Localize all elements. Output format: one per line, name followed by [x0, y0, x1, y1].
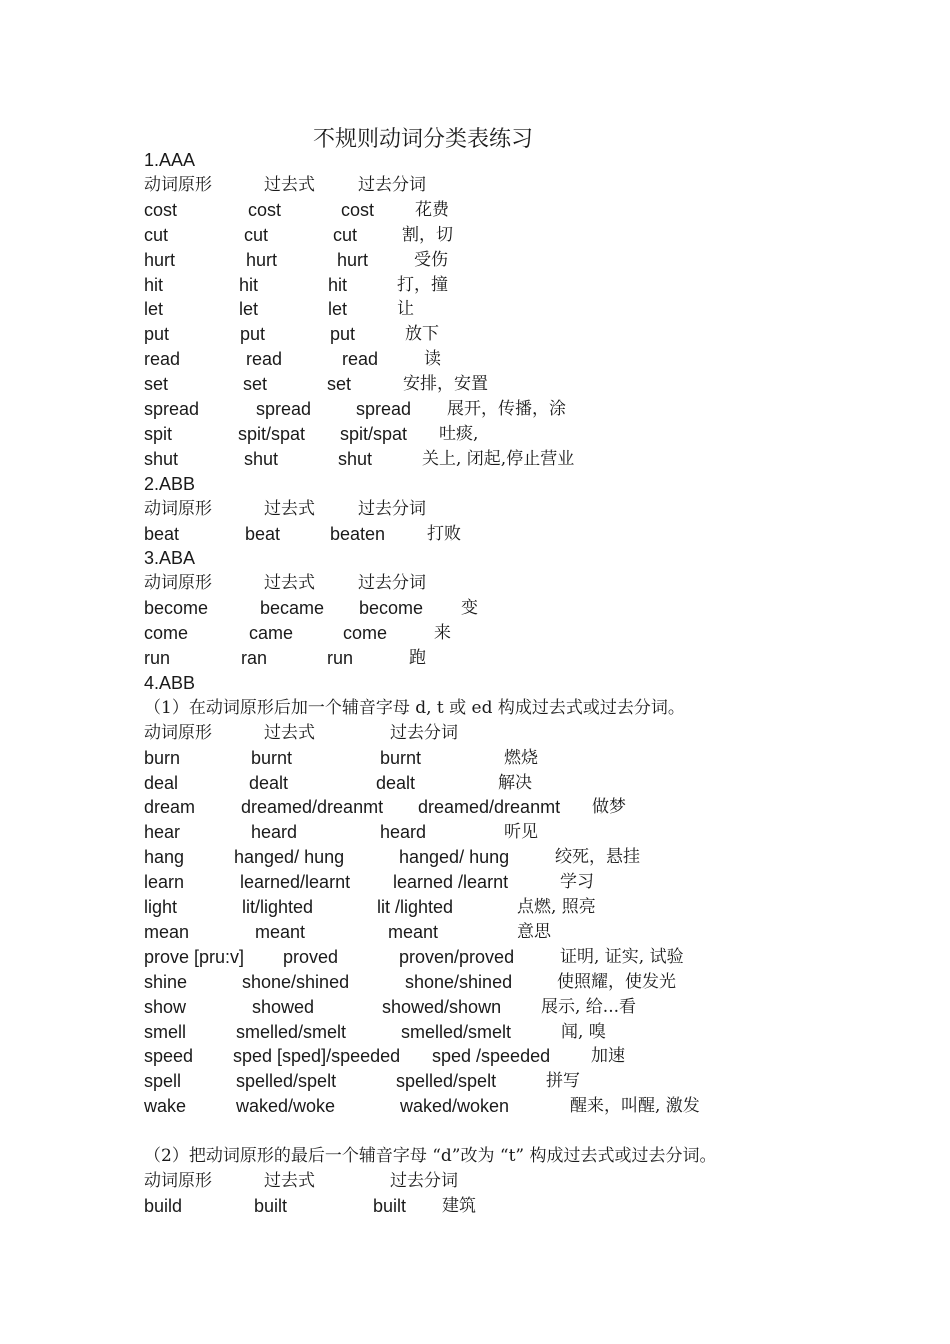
- verb-base-form: burn: [144, 747, 181, 768]
- rule-note: [0, 696, 950, 721]
- verb-past-tense: hurt: [246, 249, 278, 270]
- verb-meaning: 受伤: [414, 249, 448, 270]
- verb-past-participle: put: [330, 324, 356, 345]
- verb-meaning: 醒来，叫醒, 激发: [570, 1096, 700, 1117]
- section-heading: [0, 148, 950, 173]
- verb-meaning: 关上, 闭起,停止营业: [422, 448, 575, 469]
- verb-past-tense: hit: [239, 274, 259, 295]
- verb-past-tense: showed: [252, 996, 315, 1017]
- verb-past-tense: cut: [244, 224, 269, 245]
- column-header-row: [0, 173, 950, 198]
- verb-row: [0, 820, 950, 845]
- verb-base-form: light: [144, 897, 178, 917]
- header-past-tense: 过去式: [264, 498, 315, 519]
- verb-past-participle: lit /lighted: [377, 897, 454, 917]
- verb-past-participle: meant: [388, 921, 439, 942]
- verb-base-form: set: [144, 374, 169, 395]
- verb-past-participle: spread: [356, 399, 412, 419]
- verb-meaning: 读: [424, 349, 441, 370]
- verb-base-form: smell: [144, 1021, 187, 1042]
- verb-base-form: hit: [144, 274, 164, 295]
- verb-row: [0, 970, 950, 995]
- header-past-participle: 过去分词: [358, 498, 426, 519]
- verb-row: [0, 347, 950, 372]
- verb-row: [0, 945, 950, 970]
- verb-base-form: become: [144, 598, 209, 619]
- verb-row: [0, 995, 950, 1020]
- rule-note-text: （2）把动词原形的最后一个辅音字母 “d”改为 “t” 构成过去式或过去分词。: [144, 1146, 717, 1166]
- verb-past-participle: proven/proved: [399, 946, 515, 967]
- verb-row: [0, 795, 950, 820]
- verb-meaning: 展示, 给...看: [541, 996, 637, 1017]
- verb-base-form: cut: [144, 224, 169, 245]
- verb-past-participle: set: [327, 374, 352, 395]
- verb-past-tense: sped [sped]/speeded: [233, 1046, 401, 1067]
- verb-row: [0, 1044, 950, 1069]
- verb-past-participle: come: [343, 623, 388, 644]
- verb-past-participle: read: [342, 349, 379, 370]
- verb-past-tense: proved: [283, 946, 339, 967]
- verb-past-tense: spread: [256, 399, 312, 419]
- verb-row: [0, 596, 950, 621]
- header-past-participle: 过去分词: [390, 1170, 458, 1191]
- header-past-tense: 过去式: [264, 722, 315, 743]
- verb-past-participle: spit/spat: [340, 423, 408, 444]
- header-base-form: 动词原形: [144, 498, 212, 519]
- header-past-participle: 过去分词: [358, 174, 426, 195]
- verb-base-form: mean: [144, 921, 190, 942]
- verb-row: [0, 870, 950, 895]
- document-title: 不规则动词分类表练习: [313, 127, 534, 152]
- verb-base-form: dream: [144, 797, 196, 818]
- verb-row: [0, 1020, 950, 1045]
- verb-row: [0, 297, 950, 322]
- verb-meaning: 听见: [504, 822, 538, 843]
- verb-meaning: 做梦: [592, 797, 626, 818]
- verb-base-form: speed: [144, 1046, 194, 1067]
- verb-meaning: 拼写: [546, 1071, 580, 1092]
- verb-base-form: put: [144, 324, 170, 345]
- verb-past-participle: smelled/smelt: [401, 1021, 512, 1042]
- verb-past-participle: heard: [380, 822, 427, 843]
- verb-past-participle: dealt: [376, 772, 416, 793]
- section-heading: [0, 472, 950, 497]
- verb-meaning: 闻, 嗅: [561, 1021, 606, 1042]
- verb-row: [0, 522, 950, 547]
- verb-base-form: spread: [144, 399, 200, 419]
- verb-past-tense: put: [240, 324, 266, 345]
- verb-past-participle: burnt: [380, 747, 422, 768]
- verb-past-tense: ran: [241, 648, 268, 668]
- verb-meaning: 跑: [409, 648, 426, 668]
- verb-past-tense: heard: [251, 822, 298, 843]
- column-header-row: [0, 497, 950, 522]
- verb-meaning: 加速: [591, 1046, 625, 1067]
- verb-past-participle: showed/shown: [382, 996, 502, 1017]
- verb-past-participle: spelled/spelt: [396, 1071, 497, 1092]
- verb-row: [0, 771, 950, 796]
- verb-past-tense: shone/shined: [242, 971, 350, 992]
- verb-row: [0, 447, 950, 472]
- verb-base-form: let: [144, 299, 164, 320]
- verb-past-tense: smelled/smelt: [236, 1021, 347, 1042]
- verb-row: [0, 322, 950, 347]
- verb-base-form: show: [144, 996, 187, 1017]
- verb-past-participle: sped /speeded: [432, 1046, 551, 1067]
- verb-meaning: 吐痰,: [439, 423, 479, 444]
- verb-past-tense: set: [243, 374, 268, 395]
- verb-past-participle: run: [327, 648, 354, 668]
- verb-meaning: 打，撞: [397, 274, 448, 295]
- verb-base-form: prove [pru:v]: [144, 946, 245, 967]
- verb-row: [0, 273, 950, 298]
- verb-meaning: 意思: [517, 921, 551, 942]
- header-base-form: 动词原形: [144, 174, 212, 195]
- verb-past-tense: hanged/ hung: [234, 847, 345, 868]
- verb-meaning: 点燃, 照亮: [517, 897, 596, 917]
- verb-past-participle: become: [359, 598, 424, 619]
- verb-meaning: 安排，安置: [403, 374, 488, 395]
- section-heading: [0, 671, 950, 696]
- verb-meaning: 建筑: [442, 1195, 476, 1216]
- verb-past-participle: waked/woken: [400, 1096, 510, 1117]
- verb-past-participle: cost: [341, 199, 375, 220]
- verb-meaning: 来: [434, 623, 451, 644]
- verb-past-participle: beaten: [330, 523, 386, 544]
- verb-meaning: 展开，传播，涂: [447, 399, 566, 419]
- verb-meaning: 放下: [405, 324, 439, 345]
- verb-row: [0, 646, 950, 671]
- rule-note: [0, 1144, 950, 1169]
- header-base-form: 动词原形: [144, 722, 212, 743]
- verb-past-participle: built: [373, 1195, 407, 1216]
- verb-past-participle: learned /learnt: [393, 872, 509, 893]
- verb-meaning: 绞死，悬挂: [555, 847, 640, 868]
- verb-past-tense: spit/spat: [238, 423, 306, 444]
- verb-past-tense: meant: [255, 921, 306, 942]
- verb-meaning: 燃烧: [504, 747, 538, 768]
- header-base-form: 动词原形: [144, 573, 212, 594]
- header-past-tense: 过去式: [264, 174, 315, 195]
- section-heading-text: 2.ABB: [144, 473, 196, 494]
- verb-base-form: spit: [144, 423, 173, 444]
- verb-row: [0, 1094, 950, 1119]
- section-heading-text: 1.AAA: [144, 150, 196, 170]
- verb-base-form: hurt: [144, 249, 176, 270]
- verb-meaning: 打败: [427, 523, 461, 544]
- rule-note-text: （1）在动词原形后加一个辅音字母 d, t 或 ed 构成过去式或过去分词。: [144, 697, 685, 718]
- verb-base-form: learn: [144, 872, 185, 893]
- verb-row: [0, 372, 950, 397]
- header-past-participle: 过去分词: [390, 722, 458, 743]
- verb-past-tense: became: [260, 598, 325, 619]
- verb-row: [0, 895, 950, 920]
- verb-base-form: shut: [144, 448, 179, 469]
- verb-past-tense: learned/learnt: [240, 872, 351, 893]
- verb-meaning: 学习: [560, 872, 594, 893]
- verb-base-form: wake: [144, 1096, 187, 1117]
- verb-past-participle: cut: [333, 224, 358, 245]
- verb-past-participle: let: [328, 299, 348, 320]
- verb-past-tense: shut: [244, 448, 279, 469]
- verb-past-tense: waked/woke: [236, 1096, 336, 1117]
- verb-row: [0, 621, 950, 646]
- section-heading-text: 3.ABA: [144, 548, 196, 569]
- verb-base-form: hang: [144, 847, 185, 868]
- verb-base-form: shine: [144, 971, 188, 992]
- verb-past-participle: shut: [338, 448, 373, 469]
- verb-past-tense: built: [254, 1195, 288, 1216]
- verb-meaning: 让: [397, 299, 414, 320]
- column-header-row: [0, 571, 950, 596]
- verb-meaning: 解决: [498, 772, 532, 793]
- verb-past-tense: let: [239, 299, 259, 320]
- verb-base-form: hear: [144, 822, 181, 843]
- verb-meaning: 使照耀，使发光: [557, 971, 676, 992]
- verb-base-form: read: [144, 349, 181, 370]
- verb-past-tense: cost: [248, 199, 282, 220]
- header-base-form: 动词原形: [144, 1170, 212, 1191]
- verb-row: [0, 845, 950, 870]
- verb-row: [0, 1069, 950, 1094]
- verb-row: [0, 198, 950, 223]
- verb-base-form: run: [144, 648, 171, 668]
- verb-past-tense: spelled/spelt: [236, 1071, 337, 1092]
- verb-row: [0, 223, 950, 248]
- verb-past-tense: burnt: [251, 747, 293, 768]
- verb-base-form: build: [144, 1195, 183, 1216]
- verb-past-tense: dreamed/dreanmt: [241, 797, 384, 818]
- verb-past-tense: lit/lighted: [242, 897, 314, 917]
- verb-base-form: beat: [144, 523, 180, 544]
- section-heading: [0, 546, 950, 571]
- verb-past-participle: hanged/ hung: [399, 847, 510, 868]
- verb-base-form: spell: [144, 1071, 182, 1092]
- section-heading-text: 4.ABB: [144, 672, 196, 693]
- verb-base-form: cost: [144, 199, 178, 220]
- verb-meaning: 割，切: [402, 224, 453, 245]
- verb-row: [0, 397, 950, 422]
- verb-past-participle: hurt: [337, 249, 369, 270]
- verb-past-tense: came: [249, 623, 294, 644]
- verb-row: [0, 1194, 950, 1219]
- verb-meaning: 变: [461, 598, 478, 619]
- column-header-row: [0, 1169, 950, 1194]
- verb-base-form: come: [144, 623, 189, 644]
- verb-meaning: 花费: [415, 199, 449, 220]
- verb-row: [0, 422, 950, 447]
- verb-past-tense: read: [246, 349, 283, 370]
- header-past-tense: 过去式: [264, 1170, 315, 1191]
- verb-meaning: 证明, 证实, 试验: [560, 946, 684, 967]
- verb-past-tense: dealt: [249, 772, 289, 793]
- verb-past-participle: hit: [328, 274, 348, 295]
- verb-row: [0, 746, 950, 771]
- verb-base-form: deal: [144, 772, 179, 793]
- verb-past-participle: dreamed/dreanmt: [418, 797, 561, 818]
- verb-row: [0, 248, 950, 273]
- verb-past-tense: beat: [245, 523, 281, 544]
- header-past-tense: 过去式: [264, 573, 315, 594]
- column-header-row: [0, 721, 950, 746]
- verb-past-participle: shone/shined: [405, 971, 513, 992]
- header-past-participle: 过去分词: [358, 573, 426, 594]
- verb-row: [0, 920, 950, 945]
